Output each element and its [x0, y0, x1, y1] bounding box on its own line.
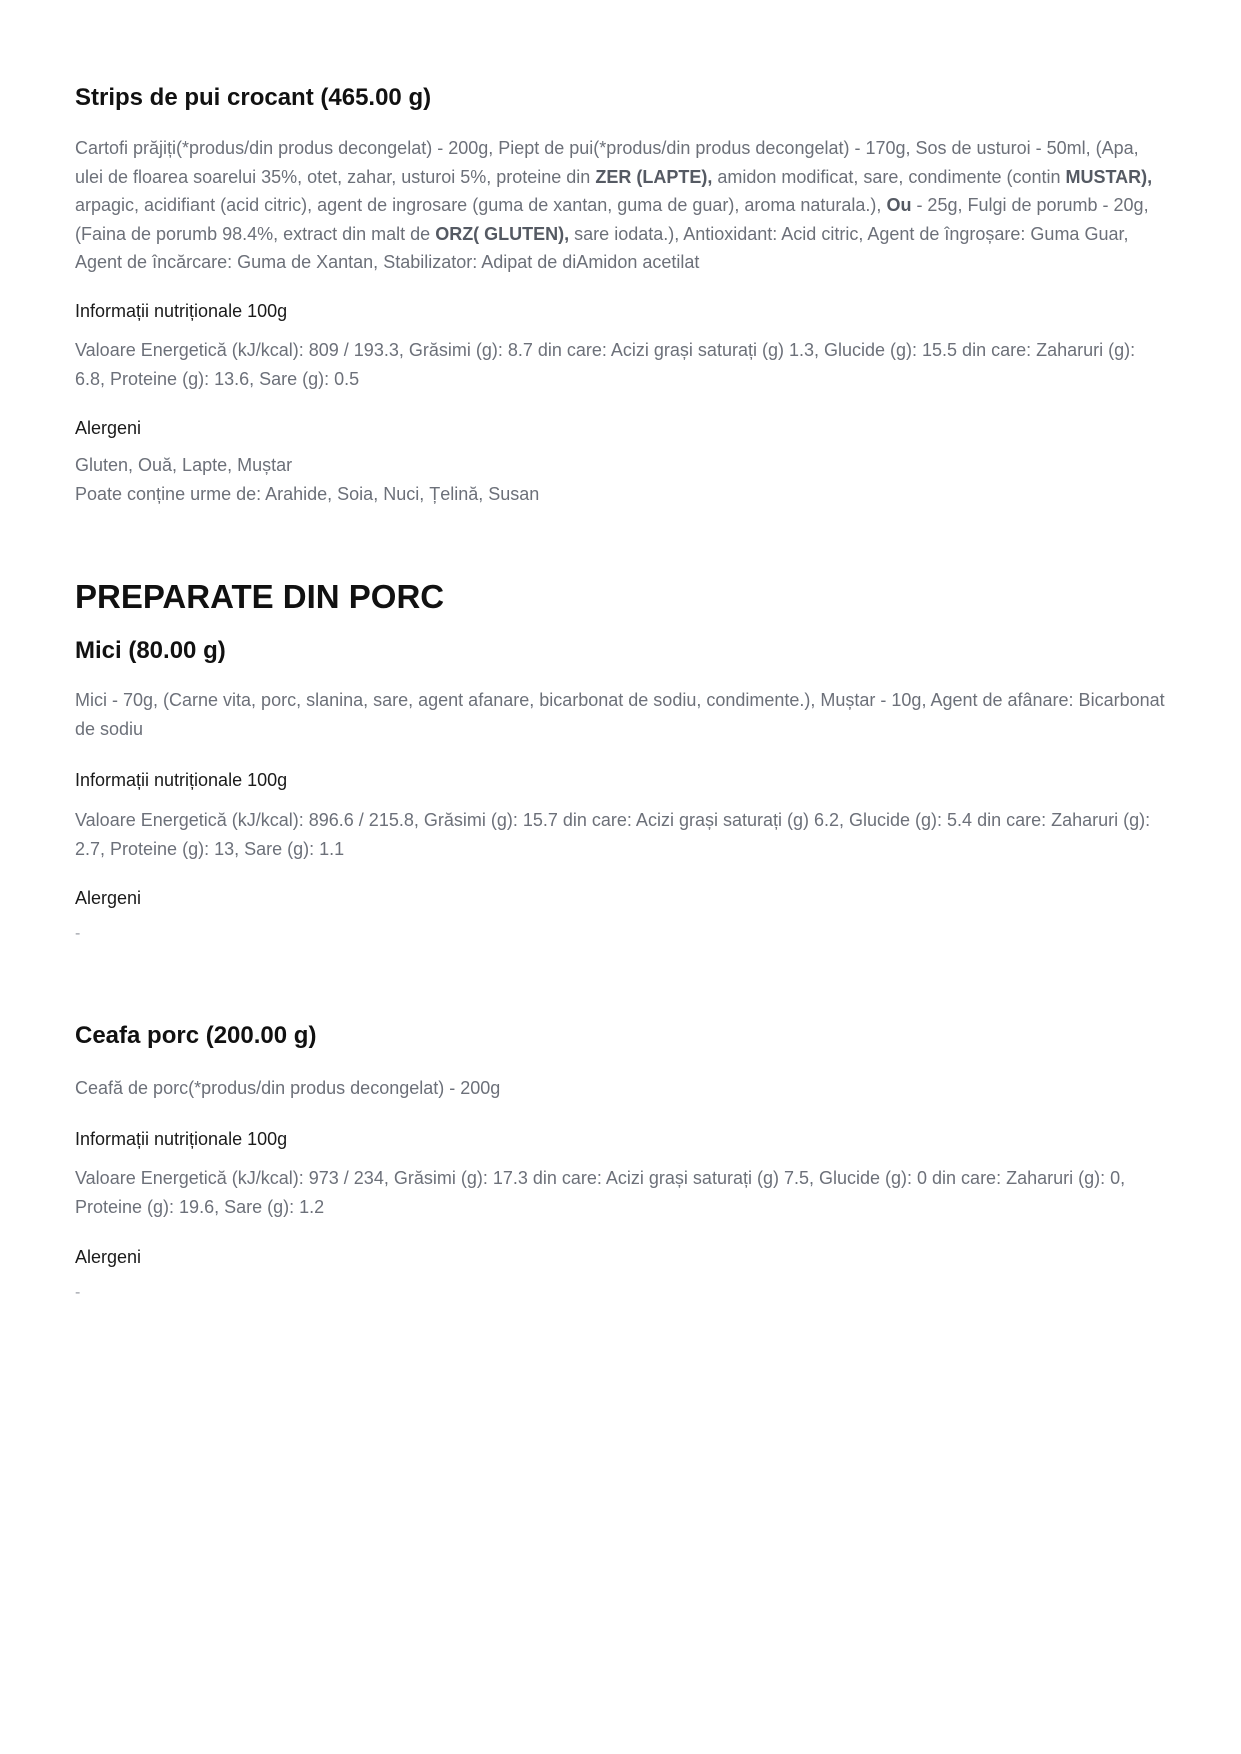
- product-title: Mici (80.00 g): [75, 637, 226, 664]
- product-title: Ceafa porc (200.00 g): [75, 1022, 317, 1049]
- product-title: Strips de pui crocant (465.00 g): [75, 84, 432, 111]
- allergens-label: Alergeni: [75, 888, 142, 908]
- allergen-highlight: ORZ( GLUTEN),: [435, 223, 570, 244]
- nutrition-text: Valoare Energetică (kJ/kcal): 973 / 234, Grăsimi (g): 17.3 din care: Acizi grași saturați (g) 7.5, Glucide (g): 0 din care: Zaharuri (g): 0, Proteine (g): 19.6, Sare (g): 1.2: [75, 1168, 1126, 1217]
- allergens-label: Alergeni: [75, 418, 142, 438]
- nutrition-text: Valoare Energetică (kJ/kcal): 896.6 / 215.8, Grăsimi (g): 15.7 din care: Acizi grași saturați (g) 6.2, Glucide (g): 5.4 din care: Zaharuri (g): 2.7, Proteine (g): 13, Sare (g): 1.1: [75, 810, 1151, 859]
- ingredient-fragment: amidon modificat, sare, condimente (contin: [712, 166, 1066, 187]
- ingredient-fragment: arpagic, acidifiant (acid citric), agent de ingrosare (guma de xantan, guma de guar), aroma naturala.),: [75, 195, 887, 215]
- nutrition-text: Valoare Energetică (kJ/kcal): 809 / 193.3, Grăsimi (g): 8.7 din care: Acizi grași saturați (g) 1.3, Glucide (g): 15.5 din care: Zaharuri (g): 6.8, Proteine (g): 13.6, Sare (g): 0.5: [75, 340, 1136, 389]
- allergen-highlight: ZER (LAPTE),: [595, 166, 713, 187]
- nutrition-label: Informații nutriționale 100g: [75, 770, 288, 790]
- ingredient-fragment: - 25g, Fulgi de porumb - 20g, (Faina de porumb 98.4%, extract din malt de: [75, 195, 1149, 244]
- ingredients-text: [75, 134, 1165, 277]
- nutrition-label: Informații nutriționale 100g: [75, 1129, 288, 1149]
- section-title: PREPARATE DIN PORC: [75, 578, 445, 615]
- ingredient-fragment: sare iodata.), Antioxidant: Acid citric, Agent de îngroșare: Guma Guar, Agent de încărcare: Guma de Xantan, Stabilizator: Adipat de diAmidon acetilat: [75, 223, 1129, 272]
- allergens-block: [75, 451, 1165, 508]
- allergens-text: -: [75, 1284, 81, 1301]
- nutrition-label: Informații nutriționale 100g: [75, 301, 288, 321]
- ingredient-fragment: Cartofi prăjiți(*produs/din produs decongelat) - 200g, Piept de pui(*produs/din produs decongelat) - 170g, Sos de usturoi - 50ml, (Apa, ulei de floarea soarelui 35%, otet, zahar, usturoi 5%, proteine din: [75, 138, 1139, 187]
- traces-text: Poate conține urme de: Arahide, Soia, Nuci, Țelină, Susan: [75, 483, 540, 504]
- ingredients-text: Mici - 70g, (Carne vita, porc, slanina, sare, agent afanare, bicarbonat de sodiu, condimente.), Muștar - 10g, Agent de afânare: Bicarbonat de sodiu: [75, 690, 1165, 739]
- nutrition-block: [75, 806, 1165, 863]
- nutrition-block: [75, 336, 1165, 393]
- allergens-text: Gluten, Ouă, Lapte, Muștar: [75, 455, 293, 475]
- ingredients-block: [75, 1074, 1165, 1103]
- nutrition-block: [75, 1164, 1165, 1221]
- ingredients-block: [75, 686, 1165, 743]
- ingredients-block: [75, 134, 1165, 277]
- allergen-highlight: MUSTAR),: [1065, 166, 1153, 187]
- allergen-highlight: Ou: [886, 195, 912, 215]
- ingredients-text: Ceafă de porc(*produs/din produs decongelat) - 200g: [75, 1078, 501, 1098]
- allergens-text: -: [75, 925, 81, 942]
- allergens-label: Alergeni: [75, 1247, 142, 1267]
